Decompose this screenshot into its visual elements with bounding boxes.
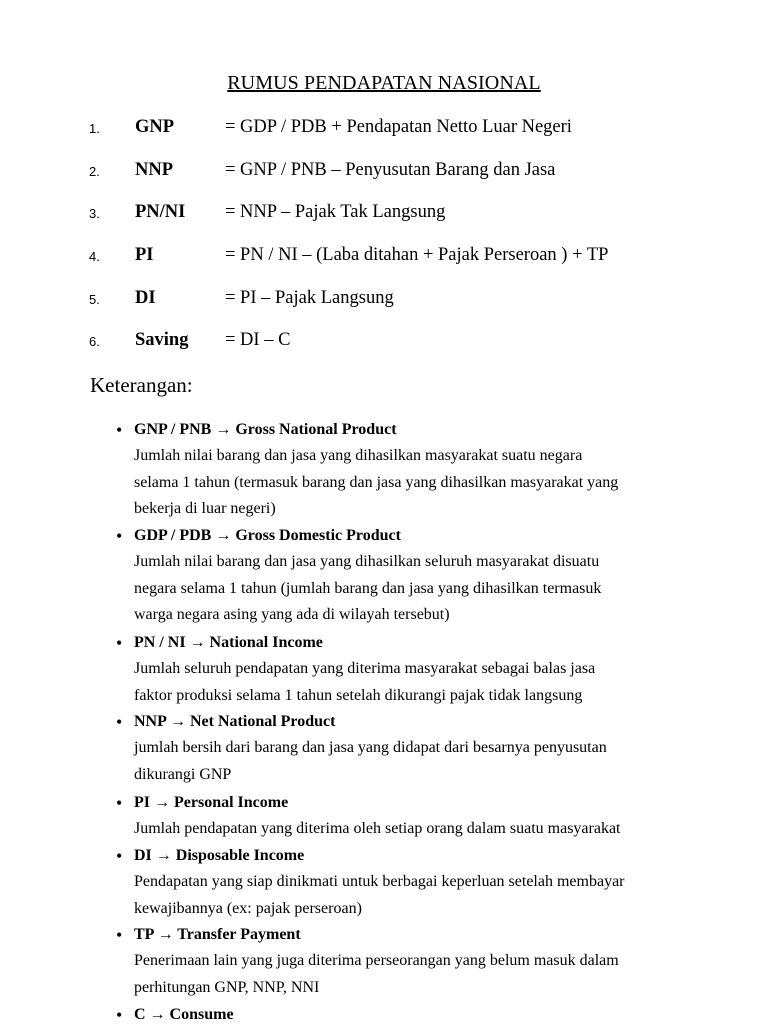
- description-line: bekerja di luar negeri): [134, 500, 276, 518]
- document-title: RUMUS PENDAPATAN NASIONAL: [227, 72, 541, 94]
- description-line: Jumlah nilai barang dan jasa yang dihasilkan masyarakat suatu negara: [134, 447, 583, 464]
- formula-item-di: [0, 288, 768, 314]
- definition-term: NNP → Net National Product: [134, 713, 336, 730]
- description-line: faktor produksi selama 1 tahun setelah dikurangi pajak tidak langsung: [134, 686, 583, 704]
- description-line: warga negara asing yang ada di wilayah tersebut): [134, 606, 450, 624]
- bullet-icon: •: [116, 1005, 123, 1025]
- definition-description: [134, 656, 694, 709]
- bullet-icon: •: [116, 712, 123, 732]
- formula-number: 4.: [89, 249, 100, 264]
- formula-expression: = GNP / PNB – Penyusutan Barang dan Jasa: [225, 160, 556, 180]
- bullet-icon: •: [116, 633, 123, 653]
- definition-term: DI → Disposable Income: [134, 847, 305, 864]
- formula-expression: = DI – C: [225, 330, 291, 350]
- bullet-icon: •: [116, 793, 123, 813]
- bullet-icon: •: [116, 526, 123, 546]
- description-line: Pendapatan yang siap dinikmati untuk berbagai keperluan setelah membayar: [134, 873, 625, 890]
- formula-term: GNP: [135, 117, 175, 137]
- bullet-icon: •: [116, 925, 123, 945]
- bullet-icon: •: [116, 420, 123, 440]
- description-line: dikurangi GNP: [134, 765, 232, 783]
- description-line: jumlah bersih dari barang dan jasa yang didapat dari besarnya penyusutan: [134, 739, 607, 756]
- definition-term: PI → Personal Income: [134, 794, 289, 811]
- definition-term: PN / NI → National Income: [134, 634, 323, 651]
- definition-term: C → Consume: [134, 1006, 234, 1023]
- formula-item-pn-ni: [0, 202, 768, 228]
- definition-term: GDP / PDB → Gross Domestic Product: [134, 527, 401, 544]
- formula-term: PN/NI: [135, 202, 186, 222]
- formula-expression: = PN / NI – (Laba ditahan + Pajak Perseroan ) + TP: [225, 245, 609, 265]
- formula-term: Saving: [135, 330, 189, 350]
- formula-item-pi: [0, 245, 768, 271]
- formula-expression: = NNP – Pajak Tak Langsung: [225, 202, 446, 222]
- formula-number: 3.: [89, 206, 100, 221]
- definition-description: [134, 869, 694, 922]
- description-line: Jumlah pendapatan yang diterima oleh setiap orang dalam suatu masyarakat: [134, 820, 621, 837]
- definition-description: [134, 948, 694, 1001]
- definition-term: TP → Transfer Payment: [134, 926, 301, 943]
- formula-number: 1.: [89, 121, 100, 136]
- formula-number: 5.: [89, 292, 100, 307]
- formula-expression: = GDP / PDB + Pendapatan Netto Luar Negeri: [225, 117, 572, 137]
- keterangan-heading: Keterangan:: [90, 373, 193, 397]
- description-line: selama 1 tahun (termasuk barang dan jasa yang dihasilkan masyarakat yang: [134, 473, 619, 491]
- formula-term: NNP: [135, 160, 174, 180]
- description-line: Jumlah seluruh pendapatan yang diterima masyarakat sebagai balas jasa: [134, 660, 596, 677]
- definition-description: [134, 816, 694, 843]
- formula-number: 2.: [89, 164, 100, 179]
- formula-term: PI: [135, 245, 154, 265]
- formula-item-gnp: [0, 117, 768, 143]
- definition-term: GNP / PNB → Gross National Product: [134, 421, 397, 438]
- description-line: perhitungan GNP, NNP, NNI: [134, 978, 320, 996]
- description-line: negara selama 1 tahun (jumlah barang dan jasa yang dihasilkan termasuk: [134, 579, 602, 597]
- formula-expression: = PI – Pajak Langsung: [225, 288, 394, 308]
- description-line: Penerimaan lain yang juga diterima perseorangan yang belum masuk dalam: [134, 952, 619, 969]
- definition-description: [134, 735, 694, 788]
- description-line: Jumlah nilai barang dan jasa yang dihasilkan seluruh masyarakat disuatu: [134, 553, 600, 570]
- definition-description: [134, 549, 694, 629]
- formula-term: DI: [135, 288, 156, 308]
- formula-number: 6.: [89, 334, 100, 349]
- definition-description: [134, 443, 694, 523]
- bullet-icon: •: [116, 846, 123, 866]
- description-line: kewajibannya (ex: pajak perseroan): [134, 899, 362, 917]
- formula-item-nnp: [0, 160, 768, 186]
- formula-item-saving: [0, 330, 768, 356]
